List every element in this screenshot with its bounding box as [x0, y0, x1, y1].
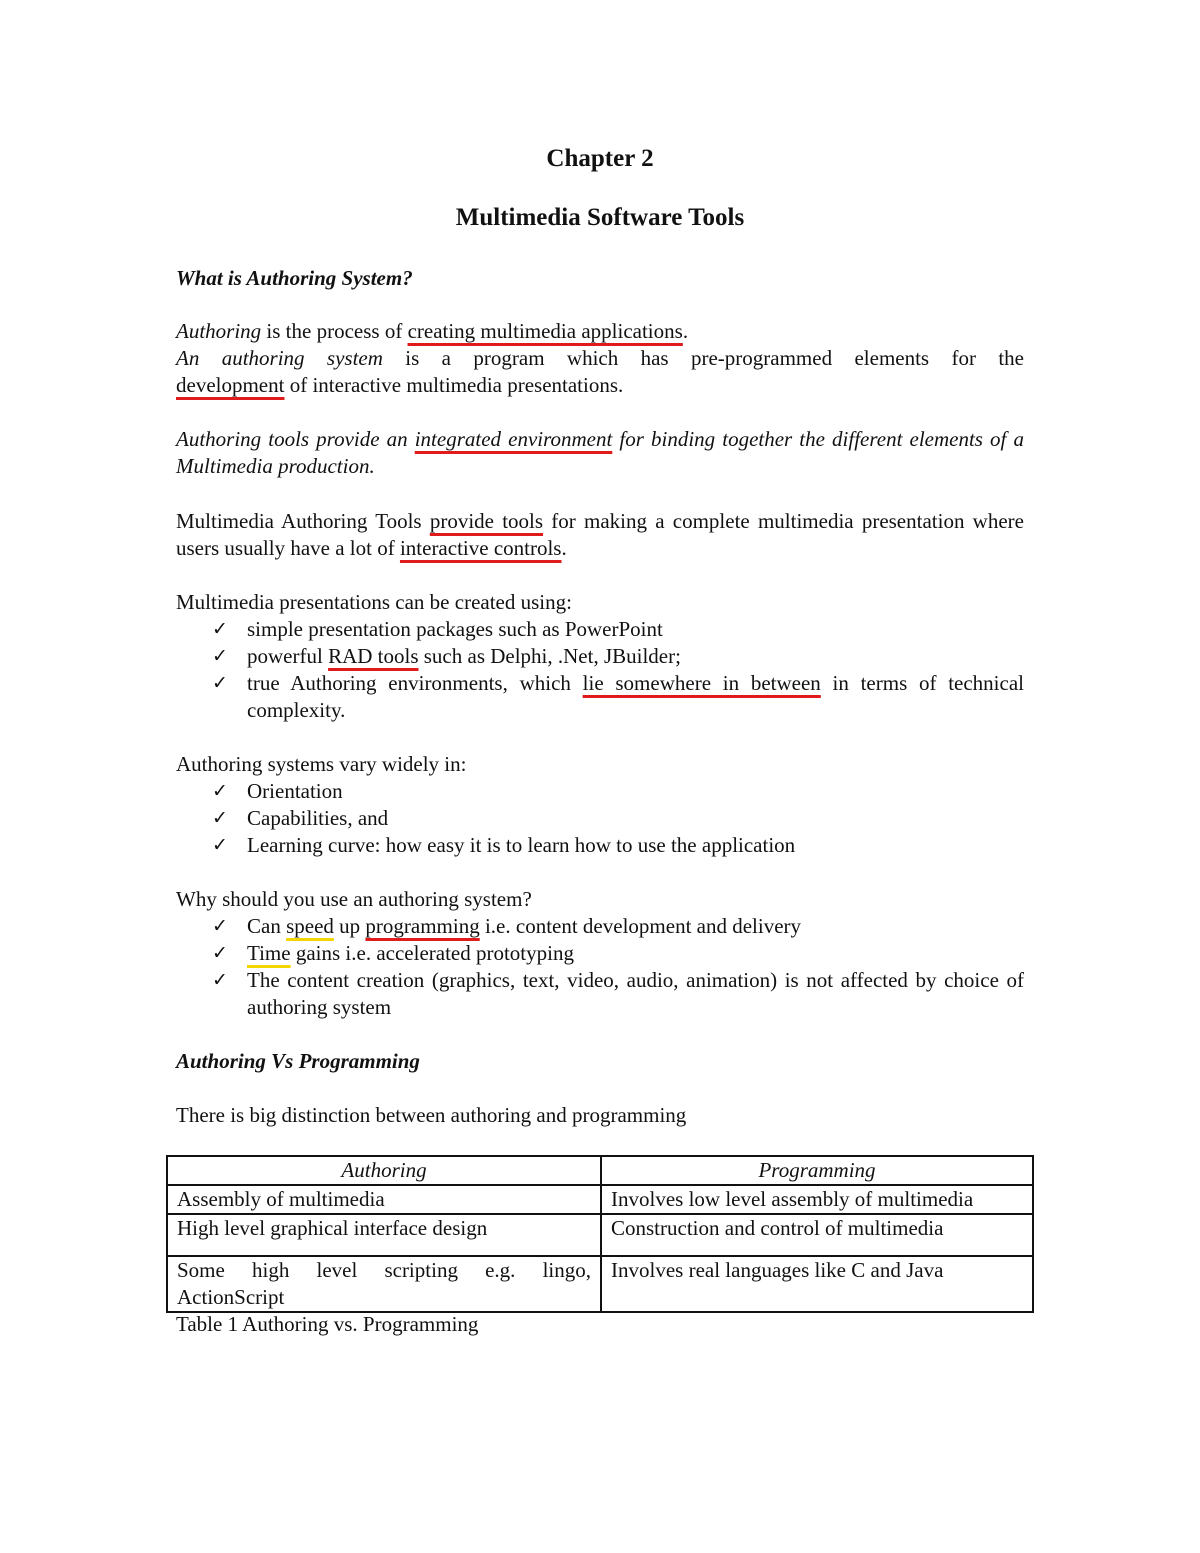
checklist-why: [212, 913, 1024, 1021]
list-item: [212, 616, 1024, 643]
table-cell: High level graphical interface design: [167, 1214, 601, 1256]
list-item-text: Learning curve: how easy it is to learn how to use the application: [247, 833, 796, 857]
text: i.e. content development and delivery: [479, 914, 802, 938]
text: Authoring tools provide an: [176, 427, 415, 451]
text: is the process of: [261, 319, 408, 343]
paragraph-distinction: There is big distinction between authoring and programming: [176, 1103, 687, 1127]
text: .: [682, 319, 689, 343]
checklist-presentations: [212, 616, 1024, 724]
check-mark-icon: ✓: [212, 672, 228, 694]
check-mark-icon: ✓: [212, 807, 228, 829]
list-intro-presentations: Multimedia presentations can be created using:: [176, 590, 572, 614]
text: is a program which has pre-programmed elements for the: [382, 346, 1025, 370]
list-item: [212, 832, 1024, 859]
list-item: [212, 643, 1024, 670]
table-header-programming: Programming: [601, 1156, 1033, 1185]
section-heading-authoring-vs-programming: Authoring Vs Programming: [176, 1049, 420, 1073]
highlight-time: Time: [247, 941, 291, 965]
list-item-text: Capabilities, and: [247, 806, 389, 830]
paragraph-multimedia-tools: [176, 508, 1024, 562]
table-caption: Table 1 Authoring vs. Programming: [176, 1312, 479, 1336]
check-mark-icon: ✓: [212, 645, 228, 667]
text: Multimedia Authoring Tools: [176, 509, 430, 533]
highlight-provide-tools: provide tools: [429, 509, 544, 533]
highlight-development: development: [176, 373, 285, 397]
list-item: [212, 913, 1024, 940]
list-item-text: Orientation: [247, 779, 343, 803]
list-item-text: [247, 670, 1024, 724]
list-item-text: [247, 643, 1024, 670]
text: gains i.e. accelerated prototyping: [290, 941, 574, 965]
list-item: [212, 805, 1024, 832]
highlight-rad-tools: RAD tools: [328, 644, 419, 668]
list-item-text: simple presentation packages such as PowerPoint: [247, 617, 663, 641]
list-intro-why: Why should you use an authoring system?: [176, 887, 532, 911]
text: up: [333, 914, 366, 938]
list-item: [212, 940, 1024, 967]
text: .: [561, 536, 567, 560]
list-item: [212, 778, 1024, 805]
check-mark-icon: ✓: [212, 969, 228, 991]
list-item-text: [247, 940, 1024, 967]
paragraph-authoring-definition: [176, 318, 1024, 345]
check-mark-icon: ✓: [212, 834, 228, 856]
text: such as Delphi, .Net, JBuilder;: [418, 644, 681, 668]
highlight-creating-apps: creating multimedia applications: [407, 319, 683, 343]
text: powerful: [247, 644, 329, 668]
check-mark-icon: ✓: [212, 915, 228, 937]
text: Can: [247, 914, 287, 938]
table-cell: Construction and control of multimedia: [601, 1214, 1033, 1256]
checklist-vary: [212, 778, 1024, 859]
check-mark-icon: ✓: [212, 780, 228, 802]
paragraph-system-line1: [176, 345, 1024, 372]
check-mark-icon: ✓: [212, 942, 228, 964]
highlight-integrated-environment: integrated environment: [414, 427, 613, 451]
page-title: Multimedia Software Tools: [455, 204, 745, 231]
term-authoring-system: An authoring system: [176, 346, 383, 370]
table-cell: Involves low level assembly of multimedia: [601, 1185, 1033, 1214]
text: in terms of technical complexity.: [247, 671, 1024, 722]
highlight-interactive-controls: interactive controls: [399, 536, 562, 560]
list-item-text: The content creation (graphics, text, video, audio, animation) is not affected by choice of authoring system: [247, 968, 1024, 1019]
table-cell: Involves real languages like C and Java: [601, 1256, 1033, 1312]
term-authoring: Authoring: [176, 319, 262, 343]
list-intro-vary: Authoring systems vary widely in:: [176, 752, 467, 776]
table-row: [167, 1256, 1033, 1312]
comparison-table: [166, 1155, 1034, 1313]
text: of interactive multimedia presentations.: [284, 373, 624, 397]
table-cell: Some high level scripting e.g. lingo, ActionScript: [167, 1256, 601, 1312]
table-header-authoring: Authoring: [167, 1156, 601, 1185]
check-mark-icon: ✓: [212, 618, 228, 640]
text: true Authoring environments, which: [247, 671, 583, 695]
text: for making a complete multimedia presentation where users usually have a lot of: [176, 509, 1024, 560]
text: for binding together the different elements of a Multimedia production.: [176, 427, 1024, 478]
table-row: [167, 1214, 1033, 1256]
chapter-heading: Chapter 2: [546, 145, 654, 172]
section-heading-authoring-system: What is Authoring System?: [176, 266, 413, 290]
highlight-speed: speed: [286, 914, 334, 938]
paragraph-authoring-tools: [176, 426, 1024, 480]
list-item: [212, 967, 1024, 1021]
table-cell: Assembly of multimedia: [167, 1185, 601, 1214]
highlight-lie-between: lie somewhere in between: [582, 671, 821, 695]
highlight-programming: programming: [365, 914, 480, 938]
list-item: [212, 670, 1024, 724]
table-row: [167, 1185, 1033, 1214]
paragraph-system-line2: [176, 372, 1024, 399]
table-header-row: [167, 1156, 1033, 1185]
list-item-text: [247, 913, 1024, 940]
